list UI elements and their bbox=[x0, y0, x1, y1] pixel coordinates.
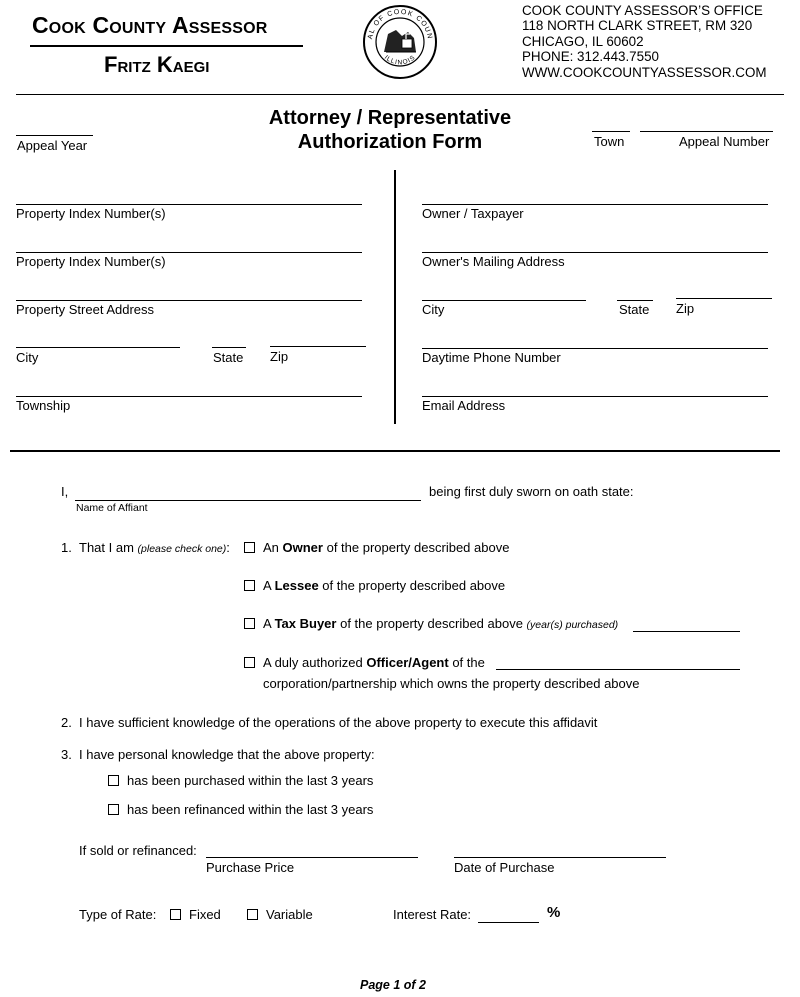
purchase-price-input[interactable] bbox=[206, 841, 418, 857]
affiant-name-line bbox=[75, 500, 421, 501]
pin2-line bbox=[16, 252, 362, 253]
email-input[interactable] bbox=[422, 380, 768, 396]
option-officer-pre: A duly authorized bbox=[263, 655, 367, 670]
fixed-rate-checkbox[interactable] bbox=[170, 909, 181, 920]
town-input[interactable] bbox=[592, 115, 630, 131]
owner-city-line bbox=[422, 300, 586, 301]
column-divider bbox=[394, 170, 396, 424]
option-officer-post: of the bbox=[448, 655, 485, 670]
pin1-label: Property Index Number(s) bbox=[16, 206, 166, 221]
option-lessee bbox=[263, 578, 505, 593]
owner-zip-line bbox=[676, 298, 772, 299]
address-line-office: COOK COUNTY ASSESSOR’S OFFICE bbox=[522, 3, 763, 18]
zip-line bbox=[270, 346, 366, 347]
option-officer-bold: Officer/Agent bbox=[366, 655, 449, 670]
pin2-input[interactable] bbox=[16, 236, 362, 252]
owner-zip-input[interactable] bbox=[676, 282, 772, 298]
zip-label: Zip bbox=[270, 349, 289, 364]
section-divider bbox=[10, 450, 780, 452]
owner-zip-label: Zip bbox=[676, 301, 695, 316]
owner-line bbox=[422, 204, 768, 205]
date-of-purchase-input[interactable] bbox=[454, 841, 666, 857]
street-line bbox=[16, 300, 362, 301]
pin1-line bbox=[16, 204, 362, 205]
city-label: City bbox=[16, 350, 39, 365]
owner-state-label: State bbox=[619, 302, 650, 317]
town-line bbox=[592, 131, 630, 132]
type-of-rate-label: Type of Rate: bbox=[79, 907, 157, 922]
option-owner-post: of the property described above bbox=[322, 540, 510, 555]
i-prefix: I, bbox=[61, 484, 69, 499]
affiant-name-input[interactable] bbox=[75, 484, 421, 500]
township-line bbox=[16, 396, 362, 397]
interest-rate-line bbox=[478, 922, 539, 923]
sworn-text: being first duly sworn on oath state: bbox=[429, 484, 634, 499]
seal-text-bottom: ILLINOIS bbox=[382, 54, 418, 67]
option-tax-buyer bbox=[263, 616, 618, 631]
option-owner-pre: An bbox=[263, 540, 283, 555]
years-purchased-input[interactable] bbox=[633, 615, 740, 631]
street-input[interactable] bbox=[16, 284, 362, 300]
appeal-number-line bbox=[640, 131, 773, 132]
appeal-year-line bbox=[16, 135, 93, 136]
appeal-number-input[interactable] bbox=[640, 115, 773, 131]
city-line bbox=[16, 347, 180, 348]
tax-buyer-checkbox[interactable] bbox=[244, 618, 255, 629]
township-input[interactable] bbox=[16, 380, 362, 396]
form-title-line2: Authorization Form bbox=[297, 131, 483, 153]
office-address-block bbox=[522, 3, 767, 80]
item3-text: I have personal knowledge that the above property: bbox=[79, 747, 375, 762]
option-taxbuyer-bold: Tax Buyer bbox=[274, 616, 337, 631]
item2-number: 2. bbox=[61, 715, 72, 730]
zip-input[interactable] bbox=[270, 330, 366, 346]
appeal-year-input[interactable] bbox=[16, 119, 93, 135]
street-label: Property Street Address bbox=[16, 302, 155, 317]
town-label: Town bbox=[594, 134, 625, 149]
option-owner bbox=[263, 540, 509, 555]
address-line-phone: PHONE: 312.443.7550 bbox=[522, 49, 659, 65]
years-purchased-line bbox=[633, 631, 740, 632]
option-taxbuyer-pre: A bbox=[263, 616, 275, 631]
corporation-name-input[interactable] bbox=[496, 654, 740, 670]
item2-text: I have sufficient knowledge of the operations of the above property to execute this affidavit bbox=[79, 715, 598, 730]
township-label: Township bbox=[16, 398, 71, 413]
variable-rate-label: Variable bbox=[266, 907, 313, 922]
option-officer bbox=[263, 655, 485, 670]
corporation-name-line bbox=[496, 669, 740, 670]
header-divider bbox=[16, 94, 784, 95]
phone-label: Daytime Phone Number bbox=[422, 350, 561, 365]
owner-input[interactable] bbox=[422, 188, 768, 204]
assessor-name: Fritz Kaegi bbox=[104, 52, 210, 77]
mailing-line bbox=[422, 252, 768, 253]
item1-main: That I am bbox=[79, 540, 134, 555]
state-line bbox=[212, 347, 246, 348]
refinanced-label: has been refinanced within the last 3 years bbox=[127, 802, 374, 817]
owner-city-input[interactable] bbox=[422, 284, 586, 300]
purchase-price-label: Purchase Price bbox=[206, 860, 295, 875]
address-line-street: 118 NORTH CLARK STREET, RM 320 bbox=[522, 18, 753, 34]
state-label: State bbox=[213, 350, 244, 365]
item3-number: 3. bbox=[61, 747, 72, 762]
pin1-input[interactable] bbox=[16, 188, 362, 204]
option-taxbuyer-note: (year(s) purchased) bbox=[526, 619, 619, 631]
county-seal-logo bbox=[362, 4, 438, 80]
officer-agent-checkbox[interactable] bbox=[244, 657, 255, 668]
mailing-input[interactable] bbox=[422, 236, 768, 252]
date-of-purchase-label: Date of Purchase bbox=[454, 860, 555, 875]
percent-sign: % bbox=[547, 904, 561, 921]
option-lessee-post: of the property described above bbox=[318, 578, 506, 593]
appeal-year-label: Appeal Year bbox=[17, 138, 88, 153]
purchase-price-line bbox=[206, 857, 418, 858]
option-owner-bold: Owner bbox=[282, 540, 323, 555]
date-of-purchase-line bbox=[454, 857, 666, 858]
sold-refinanced-label: If sold or refinanced: bbox=[79, 843, 197, 858]
appeal-number-label: Appeal Number bbox=[679, 134, 770, 149]
affiant-name-label: Name of Affiant bbox=[76, 502, 148, 514]
interest-rate-label: Interest Rate: bbox=[393, 907, 472, 922]
lessee-checkbox[interactable] bbox=[244, 580, 255, 591]
phone-line bbox=[422, 348, 768, 349]
purchased-label: has been purchased within the last 3 years bbox=[127, 773, 374, 788]
office-name: Cook County Assessor bbox=[32, 12, 268, 38]
owner-city-label: City bbox=[422, 302, 445, 317]
seal-text-top: AL OF COOK COUN bbox=[367, 8, 434, 41]
owner-label: Owner / Taxpayer bbox=[422, 206, 524, 221]
email-label: Email Address bbox=[422, 398, 506, 413]
owner-state-line bbox=[617, 300, 653, 301]
item1-number: 1. bbox=[61, 540, 72, 555]
address-line-city: CHICAGO, IL 60602 bbox=[522, 33, 644, 49]
state-input[interactable] bbox=[212, 331, 246, 347]
option-lessee-bold: Lessee bbox=[274, 578, 319, 593]
mailing-label: Owner's Mailing Address bbox=[422, 254, 565, 269]
purchased-checkbox[interactable] bbox=[108, 775, 119, 786]
interest-rate-input[interactable] bbox=[478, 906, 539, 922]
owner-checkbox[interactable] bbox=[244, 542, 255, 553]
option-officer-line2: corporation/partnership which owns the property described above bbox=[263, 676, 640, 691]
option-lessee-pre: A bbox=[263, 578, 275, 593]
option-taxbuyer-post: of the property described above bbox=[336, 616, 527, 631]
header-name-divider bbox=[30, 45, 303, 47]
email-line bbox=[422, 396, 768, 397]
form-title bbox=[200, 106, 580, 154]
variable-rate-checkbox[interactable] bbox=[247, 909, 258, 920]
form-title-line1: Attorney / Representative bbox=[268, 107, 512, 129]
item1-note: (please check one) bbox=[137, 543, 227, 555]
item1-text bbox=[79, 540, 230, 555]
fixed-rate-label: Fixed bbox=[189, 907, 221, 922]
address-line-website[interactable]: WWW.COOKCOUNTYASSESSOR.COM bbox=[522, 64, 767, 80]
page-number: Page 1 of 2 bbox=[360, 978, 426, 992]
owner-state-input[interactable] bbox=[617, 284, 653, 300]
city-input[interactable] bbox=[16, 331, 180, 347]
refinanced-checkbox[interactable] bbox=[108, 804, 119, 815]
phone-input[interactable] bbox=[422, 332, 768, 348]
item1-colon: : bbox=[226, 540, 230, 555]
pin2-label: Property Index Number(s) bbox=[16, 254, 166, 269]
